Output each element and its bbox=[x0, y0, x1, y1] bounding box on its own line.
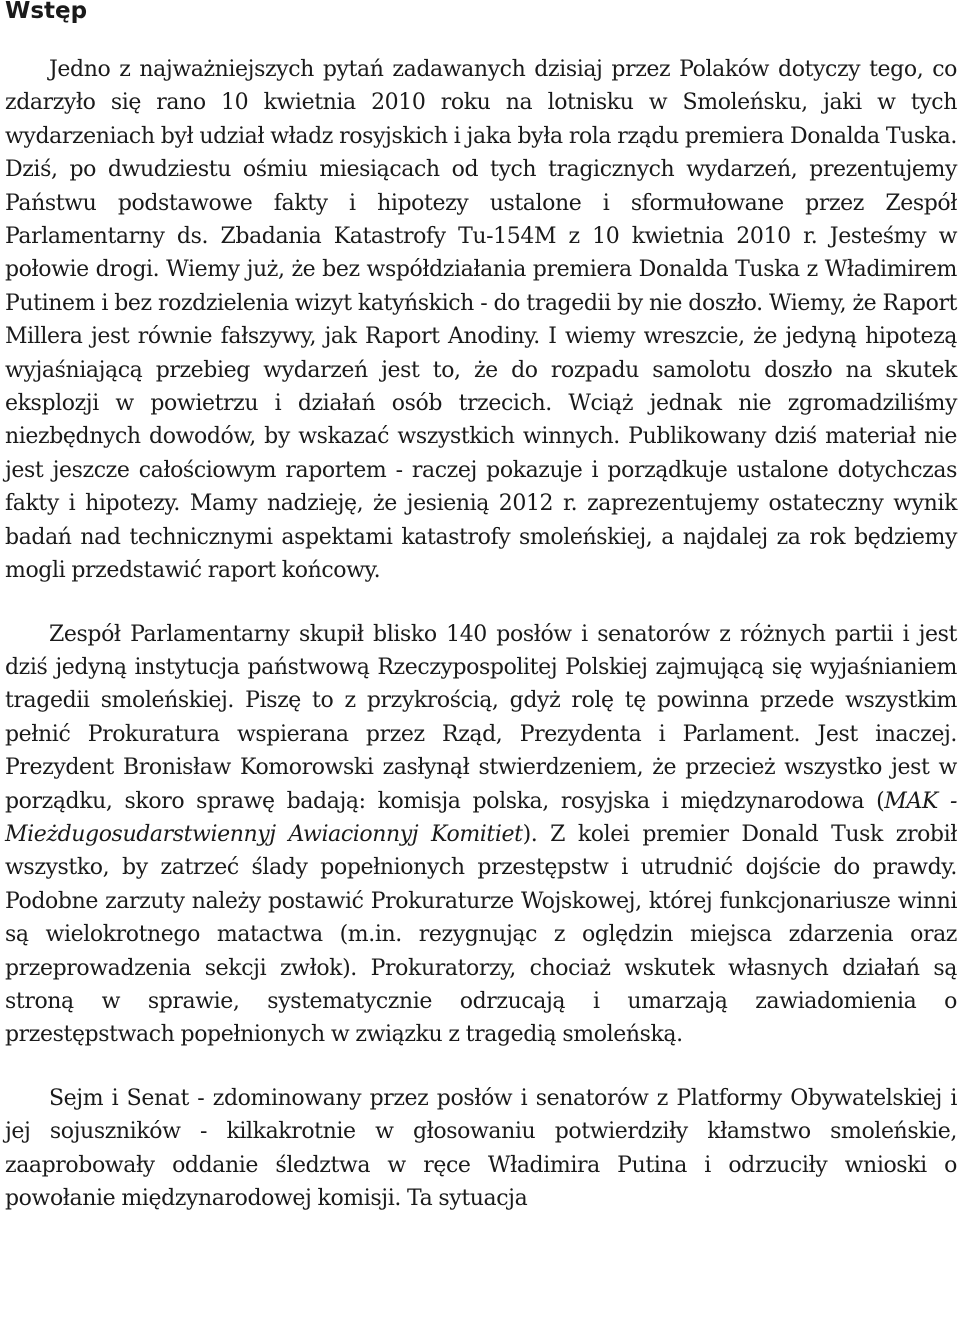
paragraph-1: Jedno z najważniejszych pytań zadawanych dzisiaj przez Polaków dotyczy tego, co zdarzyło się rano 10 kwietnia 2010 roku na lotnisku w Smoleńsku, jaki w tych wydarzeniach był udział władz rosyjskich i jaka była rola rządu premiera Donalda Tuska. Dziś, po dwudziestu ośmiu miesiącach od tych tragicznych wydarzeń, prezentujemy Państwu podstawowe fakty i hipotezy ustalone i sformułowane przez Zespół Parlamentarny ds. Zbadania Katastrofy Tu-154M z 10 kwietnia 2010 r. Jesteśmy w połowie drogi. Wiemy już, że bez współdziałania premiera Donalda Tuska z Władimirem Putinem i bez rozdzielenia wizyt katyńskich - do tragedii by nie doszło. Wiemy, że Raport Millera jest równie fałszywy, jak Raport Anodiny. I wiemy wreszcie, że jedyną hipotezą wyjaśniającą przebieg wydarzeń jest to, że do rozpadu samolotu doszło na skutek eksplozji w powietrzu i działań osób trzecich. Wciąż jednak nie zgromadziliśmy niezbędnych dowodów, by wskazać wszystkich winnych. Publikowany dziś materiał nie jest jeszcze całościowym raportem - raczej pokazuje i porządkuje ustalone dotychczas fakty i hipotezy. Mamy nadzieję, że jesienią 2012 r. zaprezentujemy ostateczny wynik badań nad technicznymi aspektami katastrofy smoleńskiej, a najdalej za rok będziemy mogli przedstawić raport końcowy. bbox=[5, 57, 957, 584]
paragraph-2-text-before: Zespół Parlamentarny skupił blisko 140 posłów i senatorów z różnych partii i jest dziś jedyną instytucja państwową Rzeczypospolitej Polskiej zajmującą się wyjaśnianiem tragedii smoleńskiej. Piszę to z przykrością, gdyż rolę tę powinna przede wszystkim pełnić Prokuratura wspierana przez Rząd, Prezydenta i Parlament. Jest inaczej. Prezydent Bronisław Komorowski zasłynął stwierdzeniem, że przecież wszystko jest w porządku, skoro sprawę badają: komisja polska, rosyjska i międzynarodowa ( bbox=[5, 621, 957, 814]
paragraph-2 bbox=[5, 618, 957, 1052]
paragraph-2-italic-term: MAK - Mieżdugosudarstwiennyj Awiacionnyj Komitiet bbox=[5, 788, 957, 847]
paragraph-2-text-after: ). Z kolei premier Donald Tusk zrobił wszystko, by zatrzeć ślady popełnionych przestępstw i utrudnić dojście do prawdy. Podobne zarzuty należy postawić Prokuraturze Wojskowej, której funkcjonariusze winni są wielokrotnego matactwa (m.in. rezygnując z oględzin miejsca zdarzenia oraz przeprowadzenia sekcji zwłok). Prokuratorzy, chociaż wskutek własnych działań są stroną w sprawie, systematycznie odrzucają i umarzają zawiadomienia o przestępstwach popełnionych w związku z tragedią smoleńską. bbox=[5, 821, 957, 1048]
paragraph-3: Sejm i Senat - zdominowany przez posłów i senatorów z Platformy Obywatelskiej i jej sojuszników - kilkakrotnie w głosowaniu potwierdziły kłamstwo smoleńskie, zaaprobowały oddanie śledztwa w ręce Władimira Putina i odrzuciły wnioski o powołanie międzynarodowej komisji. Ta sytuacja bbox=[5, 1085, 957, 1211]
section-heading: Wstęp bbox=[5, 0, 88, 24]
